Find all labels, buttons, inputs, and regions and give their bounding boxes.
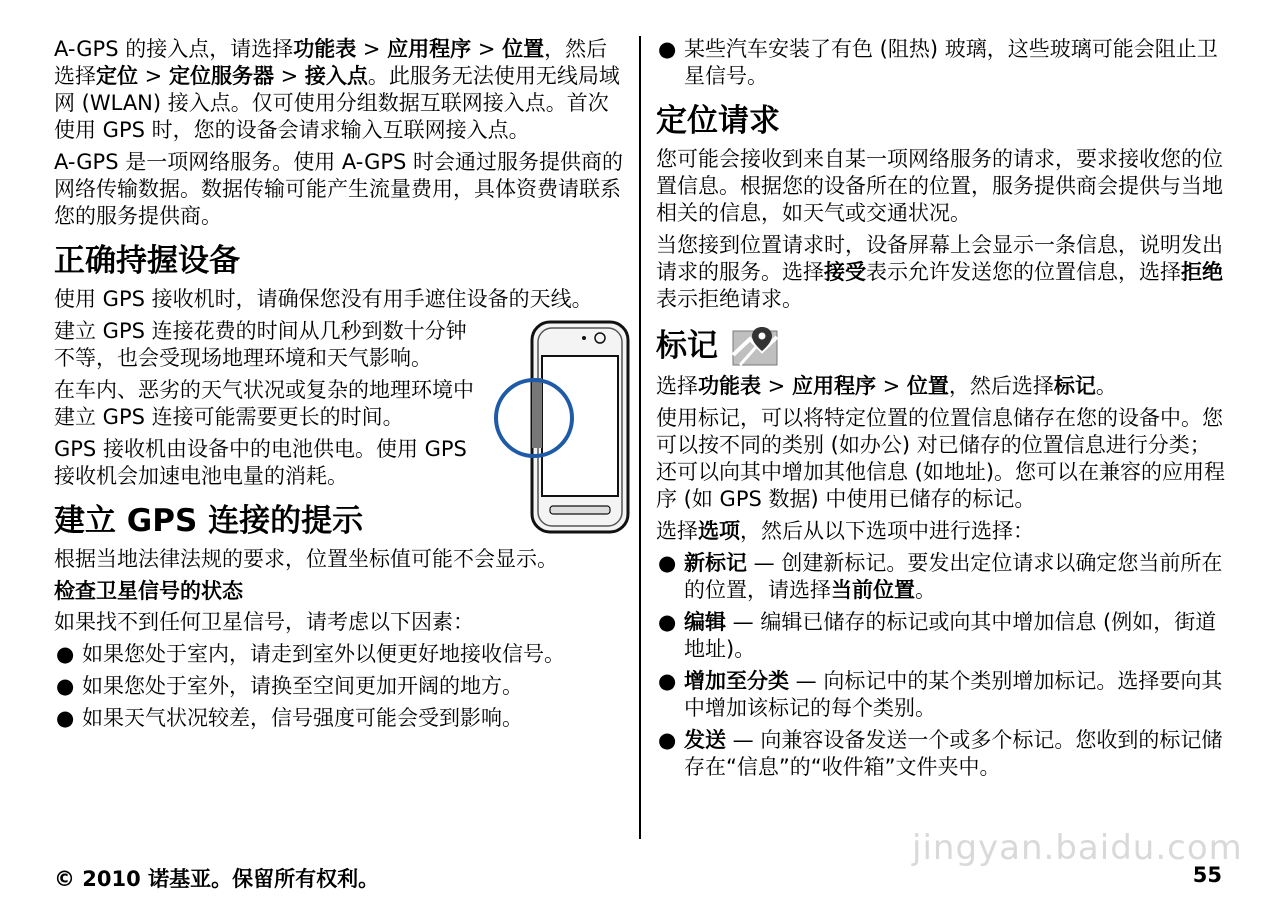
options-intro-paragraph: 选择选项，然后从以下选项中进行选择： xyxy=(656,519,1034,543)
list-item: ● 如果天气状况较差，信号强度可能会受到影响。 xyxy=(56,706,523,730)
landmark-options-list xyxy=(656,550,1228,781)
list-item: ● 某些汽车安装了有色 (阻热) 玻璃，这些玻璃可能会阻止卫星信号。 xyxy=(658,37,1218,88)
battery-paragraph: GPS 接收机由设备中的电池供电。使用 GPS 接收机会加速电池电量的消耗。 xyxy=(54,437,467,488)
list-item: ● 如果您处于室外，请换至空间更加开阔的地方。 xyxy=(56,674,523,698)
list-item: ● 编辑 — 编辑已储存的标记或向其中增加信息 (例如，街道地址)。 xyxy=(658,610,1217,661)
gps-tips-heading: 建立 GPS 连接的提示 xyxy=(54,503,364,539)
left-column xyxy=(54,36,626,737)
list-item: ● 如果您处于室内，请走到室外以便更好地接收信号。 xyxy=(56,642,565,666)
phone-illustration xyxy=(492,318,632,538)
page-number: 55 xyxy=(1192,863,1222,887)
landmarks-usage-paragraph: 使用标记，可以将特定位置的位置信息储存在您的设备中。您可以按不同的类别 (如办公) 对已储存的位置信息进行分类；还可以向其中增加其他信息 (如地址)。您可以在兼容的应用程序 (如 GPS 数据) 中使用已储存的标记。 xyxy=(656,406,1226,511)
copyright-footer: © 2010 诺基亚。保留所有权利。 xyxy=(54,867,380,891)
bullet-icon: ● xyxy=(56,674,75,698)
list-item: ● 新标记 — 创建新标记。要发出定位请求以确定您当前所在的位置，请选择当前位置。 xyxy=(658,551,1223,602)
agps-access-point-paragraph: A-GPS 的接入点，请选择功能表 > 应用程序 > 位置，然后选择定位 > 定位服务器 > 接入点。此服务无法使用无线局域网 (WLAN) 接入点。仅可使用分组数据互联网接入点。首次使用 GPS 时，您的设备会请求输入互联网接入点。 xyxy=(54,37,620,142)
watermark: jingyan.baidu.com xyxy=(912,828,1243,868)
bullet-icon: ● xyxy=(56,706,75,730)
right-column xyxy=(656,36,1228,786)
bullet-icon: ● xyxy=(658,37,677,61)
bullet-icon: ● xyxy=(56,642,75,666)
location-request-paragraph: 您可能会接收到来自某一项网络服务的请求，要求接收您的位置信息。根据您的设备所在的位置，服务提供商会提供与当地相关的信息，如天气或交通状况。 xyxy=(656,147,1223,225)
map-landmark-icon xyxy=(732,325,778,367)
coordinates-law-paragraph: 根据当地法律法规的要求，位置坐标值可能不会显示。 xyxy=(54,547,558,571)
bullet-icon: ● xyxy=(658,669,677,693)
location-request-heading: 定位请求 xyxy=(656,103,780,139)
antenna-paragraph: 使用 GPS 接收机时，请确保您没有用手遮住设备的天线。 xyxy=(54,287,593,311)
bullet-icon: ● xyxy=(658,728,677,752)
column-divider xyxy=(639,36,641,839)
bullet-icon: ● xyxy=(658,551,677,575)
glass-note-list xyxy=(656,36,1228,90)
satellite-status-heading: 检查卫星信号的状态 xyxy=(54,579,243,603)
satellite-tips-list xyxy=(54,641,626,732)
landmarks-path-paragraph: 选择功能表 > 应用程序 > 位置，然后选择标记。 xyxy=(656,374,1117,398)
accept-reject-paragraph: 当您接到位置请求时，设备屏幕上会显示一条信息，说明发出请求的服务。选择接受表示允许发送您的位置信息，选择拒绝表示拒绝请求。 xyxy=(656,233,1223,311)
landmarks-heading: 标记 xyxy=(656,325,1228,367)
no-satellite-paragraph: 如果找不到任何卫星信号，请考虑以下因素： xyxy=(54,610,474,634)
connection-time-paragraph: 建立 GPS 连接花费的时间从几秒到数十分钟不等，也会受现场地理环境和天气影响。 xyxy=(54,319,467,370)
hold-device-section xyxy=(54,318,626,490)
hold-device-heading: 正确持握设备 xyxy=(54,243,240,279)
list-item: ● 发送 — 向兼容设备发送一个或多个标记。您收到的标记储存在“信息”的“收件箱”文件夹中。 xyxy=(658,728,1223,779)
agps-network-service-paragraph: A-GPS 是一项网络服务。使用 A-GPS 时会通过服务提供商的网络传输数据。数据传输可能产生流量费用，具体资费请联系您的服务提供商。 xyxy=(54,150,624,228)
vehicle-weather-paragraph: 在车内、恶劣的天气状况或复杂的地理环境中建立 GPS 连接可能需要更长的时间。 xyxy=(54,378,474,429)
list-item: ● 增加至分类 — 向标记中的某个类别增加标记。选择要向其中增加该标记的每个类别。 xyxy=(658,669,1223,720)
bullet-icon: ● xyxy=(658,610,677,634)
